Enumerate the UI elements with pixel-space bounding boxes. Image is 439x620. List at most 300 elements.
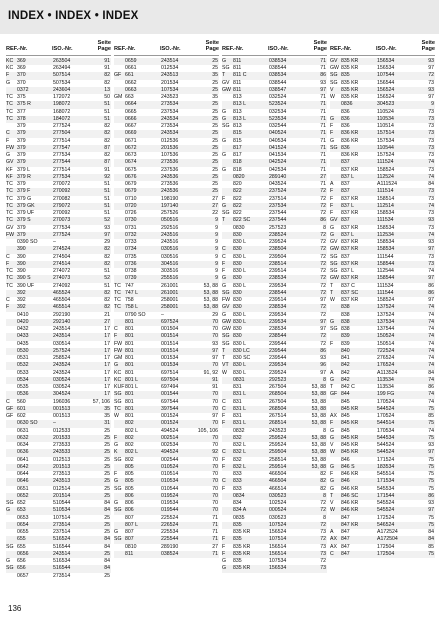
index-row bbox=[222, 283, 327, 290]
iso-cell: 274524 bbox=[53, 246, 71, 253]
ref-cell: 0655 bbox=[17, 529, 29, 536]
header-bar bbox=[0, 0, 439, 34]
prefix-cell: TC bbox=[114, 289, 121, 296]
iso-cell: 238504 bbox=[269, 246, 287, 253]
index-row bbox=[114, 203, 219, 210]
index-row bbox=[222, 565, 327, 572]
iso-cell: 270092 bbox=[53, 210, 71, 217]
index-row bbox=[330, 159, 435, 166]
ref-cell: 0720 bbox=[125, 202, 137, 209]
page-cell: 25 bbox=[104, 492, 110, 499]
index-row bbox=[6, 210, 111, 217]
prefix-cell bbox=[222, 174, 232, 181]
ref-cell: 839 bbox=[341, 340, 350, 347]
iso-cell: 697524 bbox=[161, 318, 179, 325]
index-row bbox=[114, 319, 219, 326]
index-row bbox=[222, 130, 327, 137]
prefix-cell: SG bbox=[114, 391, 122, 398]
prefix-cell: FW bbox=[114, 340, 123, 347]
prefix-cell: G bbox=[6, 79, 11, 86]
prefix-cell bbox=[114, 246, 124, 253]
page-cell: 53, 88 bbox=[311, 405, 326, 412]
prefix-cell: SG bbox=[330, 268, 338, 275]
index-row bbox=[114, 522, 219, 529]
iso-cell: 237534 bbox=[269, 202, 287, 209]
prefix-cell bbox=[114, 268, 124, 275]
iso-cell: 002544 bbox=[161, 456, 179, 463]
page-cell: 9 bbox=[215, 217, 218, 224]
iso-cell: 258524 bbox=[53, 355, 71, 362]
page-cell: 91 bbox=[104, 57, 110, 64]
ref-header: REF.-Nr. bbox=[6, 46, 28, 53]
iso-cell: A113524 bbox=[377, 369, 398, 376]
index-row bbox=[114, 377, 219, 384]
ref-cell: 842 bbox=[341, 369, 350, 376]
ref-cell: 846 bbox=[341, 456, 350, 463]
ref-cell: 0410 bbox=[17, 311, 29, 318]
prefix-cell: SG bbox=[222, 210, 230, 217]
iso-cell: 267504 bbox=[269, 384, 287, 391]
page-cell: 97 bbox=[320, 297, 326, 304]
index-row bbox=[114, 217, 219, 224]
prefix-cell bbox=[330, 355, 340, 362]
ref-cell: 830 bbox=[233, 246, 242, 253]
ref-cell: 0642 bbox=[17, 463, 29, 470]
index-row bbox=[330, 181, 435, 188]
prefix-cell bbox=[6, 319, 16, 326]
index-row bbox=[6, 522, 111, 529]
page-cell: 84 bbox=[104, 565, 110, 572]
index-column bbox=[222, 40, 327, 580]
prefix-cell: AX bbox=[330, 413, 337, 420]
prefix-cell bbox=[6, 370, 16, 377]
index-row bbox=[114, 399, 219, 406]
ref-cell: 0535 bbox=[17, 384, 29, 391]
ref-cell: 845 KR bbox=[341, 434, 359, 441]
page-cell: 75 bbox=[428, 456, 434, 463]
ref-cell: 0790 SO bbox=[125, 311, 146, 318]
index-row bbox=[6, 420, 111, 427]
iso-cell: 038534 bbox=[269, 72, 287, 79]
prefix-cell: W bbox=[330, 297, 335, 304]
page-cell: 71 bbox=[320, 144, 326, 151]
page-cell: 93 bbox=[320, 79, 326, 86]
iso-cell: 697514 bbox=[161, 369, 179, 376]
iso-cell: 239544 bbox=[269, 355, 287, 362]
iso-header: ISO.-Nr. bbox=[52, 46, 73, 53]
iso-cell: 270082 bbox=[53, 195, 71, 202]
index-row bbox=[222, 116, 327, 123]
prefix-cell: GW bbox=[222, 318, 231, 325]
page-cell: 82 bbox=[320, 471, 326, 478]
page-cell: 82 bbox=[104, 130, 110, 137]
ref-cell: 0630 SO bbox=[17, 420, 38, 427]
iso-cell: – bbox=[53, 420, 56, 427]
page-cell: 51 bbox=[104, 282, 110, 289]
ref-cell: 0671 bbox=[125, 137, 137, 144]
page-cell: 82 bbox=[104, 297, 110, 304]
iso-cell: 239534 bbox=[269, 362, 287, 369]
page-cell: 25 bbox=[212, 101, 218, 108]
prefix-cell: VT bbox=[222, 362, 229, 369]
iso-cell: 238534 bbox=[269, 304, 287, 311]
iso-cell: 273534 bbox=[161, 101, 179, 108]
page-cell: 29 bbox=[212, 311, 218, 318]
index-row bbox=[222, 399, 327, 406]
iso-cell: 156534 bbox=[377, 57, 395, 64]
ref-cell: 0835 bbox=[233, 514, 245, 521]
page-cell: 71 bbox=[320, 166, 326, 173]
iso-cell: 239514 bbox=[269, 297, 287, 304]
index-row bbox=[6, 297, 111, 304]
page-cell: 97 bbox=[320, 326, 326, 333]
ref-cell: 846 SC bbox=[341, 492, 359, 499]
index-row bbox=[330, 515, 435, 522]
page-cell: 71 bbox=[320, 101, 326, 108]
iso-cell: 038524 bbox=[161, 550, 179, 557]
page-cell: 22 bbox=[212, 210, 218, 217]
ref-cell: 837 KR bbox=[341, 246, 359, 253]
page-cell: 84 bbox=[104, 543, 110, 550]
iso-cell: 040534 bbox=[269, 137, 287, 144]
index-row bbox=[222, 391, 327, 398]
prefix-cell bbox=[114, 551, 124, 558]
page-cell: 74 bbox=[428, 159, 434, 166]
iso-cell: 038544 bbox=[269, 79, 287, 86]
iso-cell: 019544 bbox=[161, 507, 179, 514]
prefix-cell: F bbox=[330, 195, 334, 202]
prefix-cell: F bbox=[330, 123, 334, 130]
page-cell: 31 bbox=[104, 420, 110, 427]
index-row bbox=[114, 493, 219, 500]
page-cell: 53, 88 bbox=[311, 449, 326, 456]
page-cell: 8 bbox=[323, 376, 326, 383]
index-row bbox=[6, 290, 111, 297]
prefix-cell: F bbox=[222, 195, 226, 202]
page-cell: 97 bbox=[212, 347, 218, 354]
index-row bbox=[114, 326, 219, 333]
index-row bbox=[6, 486, 111, 493]
ref-cell: 811 bbox=[233, 57, 242, 64]
page-cell: 17 bbox=[104, 369, 110, 376]
index-row bbox=[6, 283, 111, 290]
ref-cell: 845 KR bbox=[341, 442, 359, 449]
ref-cell: 835 bbox=[233, 558, 242, 565]
ref-cell: 0834 bbox=[233, 492, 245, 499]
index-row bbox=[114, 174, 219, 181]
index-row bbox=[222, 254, 327, 261]
page-cell: 75 bbox=[428, 514, 434, 521]
page-cell: 97 bbox=[428, 65, 434, 72]
index-row bbox=[114, 551, 219, 558]
prefix-cell: T bbox=[222, 217, 226, 224]
prefix-cell bbox=[6, 312, 16, 319]
index-row bbox=[6, 471, 111, 478]
prefix-cell: GV bbox=[6, 159, 14, 166]
ref-cell: 801 bbox=[125, 391, 134, 398]
iso-cell: 239524 bbox=[269, 369, 287, 376]
page-cell: 53, 88 bbox=[311, 420, 326, 427]
prefix-cell: SG bbox=[114, 485, 122, 492]
prefix-cell: F bbox=[222, 260, 226, 267]
iso-cell: 156524 bbox=[269, 529, 287, 536]
iso-cell: 243513 bbox=[161, 72, 179, 79]
iso-cell: 001534 bbox=[161, 362, 179, 369]
iso-cell: 199 FG bbox=[377, 391, 395, 398]
iso-cell: 544524 bbox=[377, 442, 395, 449]
prefix-cell: SG bbox=[222, 123, 230, 130]
prefix-cell bbox=[114, 420, 124, 427]
ref-cell: 835 KR bbox=[341, 79, 359, 86]
ref-cell: 375 R bbox=[17, 101, 31, 108]
page-cell: 71 bbox=[320, 115, 326, 122]
ref-cell: 837 bbox=[341, 253, 350, 260]
prefix-cell: KC bbox=[6, 57, 14, 64]
page-cell: 74 bbox=[428, 268, 434, 275]
ref-cell: 0390 SO bbox=[17, 239, 38, 246]
iso-cell: 243516 bbox=[161, 231, 179, 238]
index-row bbox=[6, 319, 111, 326]
prefix-cell bbox=[6, 239, 16, 246]
index-row bbox=[330, 80, 435, 87]
index-row bbox=[330, 471, 435, 478]
seite-page-header bbox=[196, 40, 219, 53]
page-cell: 25 bbox=[212, 137, 218, 144]
prefix-cell: G bbox=[114, 442, 119, 449]
prefix-cell bbox=[6, 551, 16, 558]
index-row bbox=[222, 435, 327, 442]
ref-cell: 837 KR bbox=[341, 239, 359, 246]
index-row bbox=[6, 217, 111, 224]
iso-cell: 030516 bbox=[161, 246, 179, 253]
prefix-cell: SG bbox=[222, 289, 230, 296]
ref-cell: 845 KR bbox=[341, 449, 359, 456]
page-cell: 8 bbox=[323, 427, 326, 434]
index-row bbox=[330, 101, 435, 108]
page-cell: 72 bbox=[320, 231, 326, 238]
ref-cell: 0738 bbox=[125, 268, 137, 275]
prefix-cell: C bbox=[222, 449, 226, 456]
prefix-cell: T bbox=[222, 347, 226, 354]
prefix-cell: GF bbox=[114, 72, 122, 79]
prefix-cell bbox=[330, 159, 340, 166]
index-row bbox=[222, 558, 327, 565]
index-column bbox=[6, 40, 111, 580]
index-row bbox=[222, 522, 327, 529]
index-row bbox=[222, 377, 327, 384]
index-row bbox=[6, 239, 111, 246]
page-cell: 71 bbox=[212, 550, 218, 557]
prefix-cell bbox=[114, 80, 124, 87]
page-cell: 93 bbox=[320, 355, 326, 362]
prefix-cell: TC bbox=[6, 275, 13, 282]
page-cell: 71 bbox=[320, 123, 326, 130]
index-row bbox=[222, 261, 327, 268]
iso-cell: 545514 bbox=[377, 471, 395, 478]
ref-cell: 653 bbox=[17, 507, 26, 514]
iso-cell: 516544 bbox=[53, 565, 71, 572]
ref-cell: 842 C bbox=[341, 384, 355, 391]
page-cell: 25 bbox=[104, 471, 110, 478]
page-cell: 70 bbox=[212, 391, 218, 398]
iso-cell: 239524 bbox=[269, 239, 287, 246]
iso-cell: 516534 bbox=[53, 558, 71, 565]
ref-cell: 832 bbox=[233, 434, 242, 441]
index-row bbox=[114, 109, 219, 116]
prefix-cell bbox=[330, 515, 340, 522]
iso-cell: 243514 bbox=[53, 333, 71, 340]
ref-cell: 0664 bbox=[125, 101, 137, 108]
prefix-cell bbox=[6, 290, 16, 297]
ref-cell: 831 L bbox=[233, 391, 246, 398]
prefix-cell: GW bbox=[222, 326, 231, 333]
page-cell: 91 bbox=[212, 384, 218, 391]
prefix-cell: V bbox=[330, 442, 334, 449]
prefix-cell: C bbox=[222, 405, 226, 412]
ref-cell: 379 bbox=[17, 231, 26, 238]
index-row bbox=[222, 493, 327, 500]
iso-cell: 697504 bbox=[161, 376, 179, 383]
prefix-cell: TC bbox=[114, 304, 121, 311]
page-cell: 73 bbox=[428, 210, 434, 217]
ref-cell: 830 bbox=[233, 260, 242, 267]
ref-cell: 655 bbox=[17, 543, 26, 550]
prefix-cell bbox=[114, 87, 124, 94]
ref-cell: 815 bbox=[233, 137, 242, 144]
ref-cell: 817 bbox=[233, 144, 242, 151]
prefix-cell: TC bbox=[114, 297, 121, 304]
page-cell: 9 bbox=[215, 260, 218, 267]
index-row bbox=[6, 326, 111, 333]
prefix-cell bbox=[6, 493, 16, 500]
ref-cell: 0820 bbox=[233, 173, 245, 180]
page-cell: 9 bbox=[215, 275, 218, 282]
ref-cell: 369 bbox=[17, 57, 26, 64]
prefix-cell bbox=[114, 464, 124, 471]
page-cell: 97 bbox=[428, 507, 434, 514]
prefix-cell bbox=[222, 522, 232, 529]
iso-cell: 032534 bbox=[269, 108, 287, 115]
ref-cell: 379 S bbox=[17, 217, 31, 224]
ref-cell: 846 bbox=[341, 478, 350, 485]
page-cell: 53, 88 bbox=[203, 304, 218, 311]
iso-cell: 111544 bbox=[377, 253, 394, 260]
page-cell: 8 bbox=[323, 224, 326, 231]
iso-cell: 107536 bbox=[161, 152, 179, 159]
index-row bbox=[6, 181, 111, 188]
ref-cell: 836 KR bbox=[341, 130, 359, 137]
prefix-cell: TC bbox=[6, 101, 13, 108]
ref-cell: 833 bbox=[233, 478, 242, 485]
index-row bbox=[330, 188, 435, 195]
page-cell: 71 bbox=[212, 529, 218, 536]
iso-cell: 110534 bbox=[377, 115, 394, 122]
iso-cell: A172504 bbox=[377, 536, 398, 543]
page-cell: 84 bbox=[104, 500, 110, 507]
ref-header: REF.-Nr. bbox=[114, 46, 136, 53]
prefix-cell bbox=[114, 232, 124, 239]
ref-cell: 601 bbox=[17, 405, 26, 412]
iso-cell: 239514 bbox=[269, 268, 287, 275]
iso-cell: 156534 bbox=[269, 565, 287, 572]
page-cell: 27 bbox=[212, 543, 218, 550]
iso-cell: 032524 bbox=[269, 94, 287, 101]
index-row bbox=[6, 261, 111, 268]
iso-cell: 030524 bbox=[53, 376, 71, 383]
page-cell: 71 bbox=[320, 108, 326, 115]
ref-cell: 0710 bbox=[125, 195, 137, 202]
ref-cell: 833 bbox=[233, 485, 242, 492]
page-cell: 93 bbox=[428, 57, 434, 64]
prefix-cell bbox=[114, 167, 124, 174]
index-row bbox=[330, 123, 435, 130]
iso-cell: 544514 bbox=[377, 420, 395, 427]
iso-cell: 041524 bbox=[269, 144, 287, 151]
index-row bbox=[330, 362, 435, 369]
prefix-cell: F bbox=[222, 413, 226, 420]
ref-cell: 0736 bbox=[125, 260, 137, 267]
prefix-cell: F bbox=[330, 188, 334, 195]
prefix-cell bbox=[6, 391, 16, 398]
prefix-cell bbox=[6, 428, 16, 435]
ref-cell: 390 bbox=[17, 246, 26, 253]
prefix-cell bbox=[330, 457, 340, 464]
index-row bbox=[114, 471, 219, 478]
iso-cell: 397544 bbox=[161, 405, 179, 412]
page-cell: 72 bbox=[320, 202, 326, 209]
page-cell: 25 bbox=[104, 434, 110, 441]
prefix-cell bbox=[6, 362, 16, 369]
page-cell: 25 bbox=[104, 449, 110, 456]
page-cell: 25 bbox=[212, 57, 218, 64]
page-cell: 73 bbox=[428, 253, 434, 260]
ref-cell: 801 bbox=[125, 398, 134, 405]
index-row bbox=[6, 384, 111, 391]
iso-cell: 042534 bbox=[269, 166, 287, 173]
prefix-cell bbox=[6, 573, 16, 580]
page-cell: 72 bbox=[320, 500, 326, 507]
index-row bbox=[222, 507, 327, 514]
prefix-cell bbox=[114, 101, 124, 108]
iso-cell: 304516 bbox=[161, 260, 179, 267]
prefix-cell: AX bbox=[330, 536, 337, 543]
prefix-cell: T bbox=[330, 384, 334, 391]
prefix-cell: G bbox=[330, 115, 335, 122]
prefix-cell: F bbox=[222, 463, 226, 470]
iso-cell: 184072 bbox=[53, 115, 71, 122]
page-cell: 70 bbox=[212, 456, 218, 463]
ref-cell: 661 bbox=[125, 72, 134, 79]
ref-cell: 830 SC bbox=[233, 355, 251, 362]
index-row bbox=[114, 420, 219, 427]
iso-cell: 239534 bbox=[269, 282, 287, 289]
ref-cell: 379 bbox=[17, 130, 26, 137]
iso-cell: 257523 bbox=[269, 224, 287, 231]
ref-cell: 811 bbox=[125, 550, 134, 557]
page-cell: 25 bbox=[212, 130, 218, 137]
iso-cell: 040524 bbox=[269, 130, 287, 137]
ref-cell: 805 bbox=[125, 463, 134, 470]
iso-cell: 002514 bbox=[161, 434, 179, 441]
iso-cell: 243524 bbox=[53, 362, 71, 369]
prefix-cell bbox=[6, 515, 16, 522]
page-cell: 92 bbox=[212, 449, 218, 456]
iso-cell: 276524 bbox=[377, 355, 395, 362]
page-cell: 97 bbox=[320, 369, 326, 376]
page-cell: 82 bbox=[104, 123, 110, 130]
page-cell: 71 bbox=[212, 536, 218, 543]
prefix-cell bbox=[222, 130, 232, 137]
